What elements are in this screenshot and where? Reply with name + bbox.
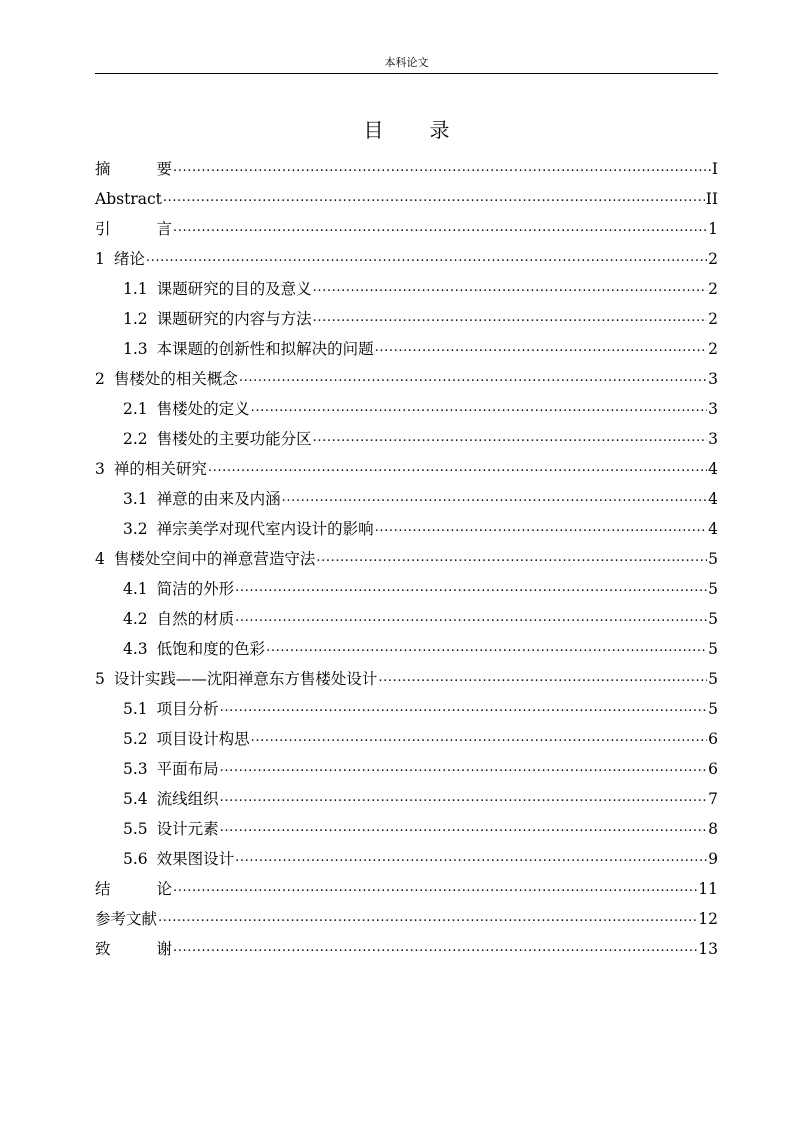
dot-leader <box>163 191 705 205</box>
toc-entry-label: 4.1 简洁的外形 <box>123 580 235 598</box>
toc-entry-page: 3 <box>708 370 718 388</box>
dot-leader <box>235 851 707 865</box>
toc-entry-page: 4 <box>708 460 718 478</box>
dot-leader <box>146 251 707 265</box>
toc-entry[interactable] <box>95 329 718 359</box>
dot-leader <box>251 731 707 745</box>
toc-entry-label: 1.3 本课题的创新性和拟解决的问题 <box>123 340 374 358</box>
toc-entry[interactable] <box>95 869 718 899</box>
toc-entry-page: 5 <box>708 670 718 688</box>
toc-entry-page: II <box>705 190 718 208</box>
dot-leader <box>220 761 707 775</box>
dot-leader <box>220 791 707 805</box>
toc-entry-page: 5 <box>708 640 718 658</box>
toc-entry-label: 2 售楼处的相关概念 <box>95 370 238 388</box>
dot-leader <box>173 161 711 175</box>
toc-entry[interactable] <box>95 839 718 869</box>
toc-entry[interactable] <box>95 179 718 209</box>
toc-entry-label: 1 绪论 <box>95 250 145 268</box>
toc-entry[interactable] <box>95 779 718 809</box>
toc-entry[interactable] <box>95 509 718 539</box>
dot-leader <box>251 401 707 415</box>
dot-leader <box>208 461 707 475</box>
toc-entry[interactable] <box>95 149 718 179</box>
toc-entry-label: 1.2 课题研究的内容与方法 <box>123 310 312 328</box>
toc-entry-label: 5.5 设计元素 <box>123 820 219 838</box>
dot-leader <box>313 281 707 295</box>
dot-leader <box>316 551 707 565</box>
toc-entry-page: 3 <box>708 400 718 418</box>
toc-entry-label: 4.2 自然的材质 <box>123 610 235 628</box>
toc-entry[interactable] <box>95 449 718 479</box>
toc-entry-page: 5 <box>708 550 718 568</box>
toc-entry-label: 结 论 <box>95 880 173 898</box>
toc-entry-page: 9 <box>708 850 718 868</box>
dot-leader <box>173 941 697 955</box>
toc-entry-page: 2 <box>708 340 718 358</box>
toc-entry[interactable] <box>95 269 718 299</box>
toc-entry[interactable] <box>95 719 718 749</box>
toc-entry-label: 2.1 售楼处的定义 <box>123 400 250 418</box>
toc-entry-page: 12 <box>698 910 718 928</box>
dot-leader <box>220 701 707 715</box>
toc-entry-label: 3.1 禅意的由来及内涵 <box>123 490 281 508</box>
toc-entry[interactable] <box>95 539 718 569</box>
dot-leader <box>239 371 707 385</box>
toc-entry[interactable] <box>95 209 718 239</box>
toc-entry-label: 5.2 项目设计构思 <box>123 730 250 748</box>
toc-entry[interactable] <box>95 299 718 329</box>
toc-entry-page: 7 <box>708 790 718 808</box>
toc-title-left: 目 <box>363 118 384 142</box>
dot-leader <box>235 611 707 625</box>
toc-entry[interactable] <box>95 629 718 659</box>
table-of-contents <box>95 149 718 959</box>
dot-leader <box>220 821 707 835</box>
toc-entry-label: 4 售楼处空间中的禅意营造守法 <box>95 550 316 568</box>
header-rule <box>95 73 718 74</box>
toc-entry-page: 1 <box>708 220 718 238</box>
toc-entry[interactable] <box>95 599 718 629</box>
dot-leader <box>282 491 707 505</box>
toc-entry-label: 4.3 低饱和度的色彩 <box>123 640 266 658</box>
toc-entry[interactable] <box>95 359 718 389</box>
toc-entry[interactable] <box>95 659 718 689</box>
page-header: 本科论文 <box>384 56 429 69</box>
dot-leader <box>266 641 707 655</box>
toc-entry-page: 2 <box>708 280 718 298</box>
toc-entry-page: I <box>711 160 718 178</box>
toc-entry-label: 3 禅的相关研究 <box>95 460 207 478</box>
toc-entry-page: 3 <box>708 430 718 448</box>
toc-entry-label: 2.2 售楼处的主要功能分区 <box>123 430 312 448</box>
toc-entry-page: 2 <box>708 310 718 328</box>
toc-entry-label: 1.1 课题研究的目的及意义 <box>123 280 312 298</box>
toc-entry[interactable] <box>95 749 718 779</box>
toc-entry-label: 5.4 流线组织 <box>123 790 219 808</box>
toc-entry-label: 5.3 平面布局 <box>123 760 219 778</box>
toc-entry-page: 4 <box>708 490 718 508</box>
toc-entry[interactable] <box>95 239 718 269</box>
dot-leader <box>173 881 697 895</box>
toc-entry-label: 致 谢 <box>95 940 173 958</box>
dot-leader <box>378 671 707 685</box>
toc-entry[interactable] <box>95 899 718 929</box>
toc-entry-label: 5.1 项目分析 <box>123 700 219 718</box>
dot-leader <box>375 341 707 355</box>
toc-entry[interactable] <box>95 569 718 599</box>
toc-entry[interactable] <box>95 929 718 959</box>
toc-entry-page: 5 <box>708 580 718 598</box>
toc-entry-page: 6 <box>708 730 718 748</box>
dot-leader <box>158 911 697 925</box>
toc-entry[interactable] <box>95 389 718 419</box>
toc-entry-page: 6 <box>708 760 718 778</box>
toc-entry[interactable] <box>95 809 718 839</box>
dot-leader <box>235 581 707 595</box>
dot-leader <box>173 221 707 235</box>
toc-entry-label: 参考文献 <box>95 910 158 928</box>
toc-entry-page: 4 <box>708 520 718 538</box>
toc-entry-label: 3.2 禅宗美学对现代室内设计的影响 <box>123 520 374 538</box>
toc-entry[interactable] <box>95 419 718 449</box>
toc-entry-page: 5 <box>708 700 718 718</box>
toc-entry-label: 5 设计实践——沈阳禅意东方售楼处设计 <box>95 670 378 688</box>
toc-title-right: 录 <box>429 118 450 142</box>
dot-leader <box>313 431 707 445</box>
toc-title <box>95 117 718 143</box>
toc-entry-label: 摘 要 <box>95 160 173 178</box>
toc-entry-label: 引 言 <box>95 220 173 238</box>
dot-leader <box>375 521 707 535</box>
toc-entry-page: 8 <box>708 820 718 838</box>
toc-entry-page: 13 <box>698 940 718 958</box>
toc-entry-label: 5.6 效果图设计 <box>123 850 235 868</box>
toc-entry-page: 2 <box>708 250 718 268</box>
toc-entry-page: 5 <box>708 610 718 628</box>
toc-entry-page: 11 <box>698 880 718 898</box>
toc-entry[interactable] <box>95 479 718 509</box>
toc-entry-label: Abstract <box>95 190 162 208</box>
toc-entry[interactable] <box>95 689 718 719</box>
dot-leader <box>313 311 707 325</box>
